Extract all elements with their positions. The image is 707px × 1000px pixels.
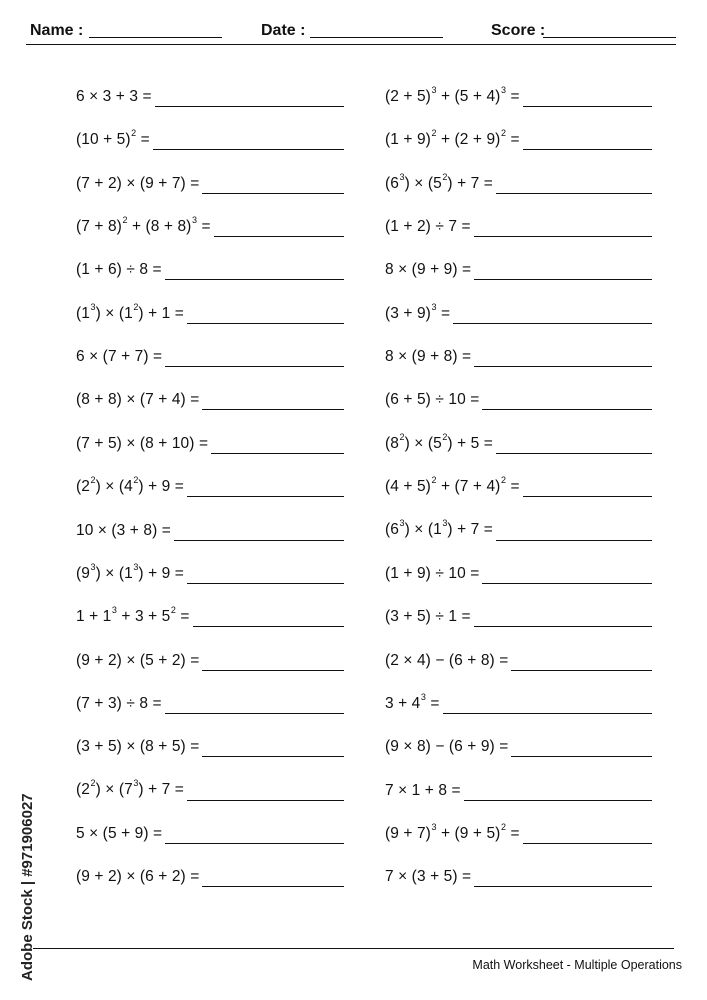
problem-expression [385,868,471,888]
expression-text: + 3 + 5 [117,608,171,626]
exponent: 3 [431,821,437,832]
answer-blank[interactable] [482,583,652,584]
expression-text: (7 + 2) × (9 + 7) = [76,174,200,192]
problem-row [76,555,344,585]
answer-blank[interactable] [187,800,344,801]
answer-blank[interactable] [193,626,344,627]
problem-row [385,338,652,368]
expression-text: = [506,131,520,149]
problem-expression [385,474,520,498]
answer-blank[interactable] [153,149,344,150]
expression-text: ) + 5 = [447,434,493,452]
expression-text: + (8 + 8) [127,218,192,236]
watermark-text: Adobe Stock | #971906027 [19,793,36,981]
answer-blank[interactable] [511,670,652,671]
problem-expression [76,474,184,498]
problem-expression [76,391,199,411]
problem-row [385,381,652,411]
problem-expression [76,780,184,801]
expression-text: (2 + 5) [385,88,431,105]
problem-expression [76,561,184,585]
expression-text: (3 + 5) × (8 + 5) = [76,738,200,756]
expression-text: ) × (1 [95,564,133,582]
exponent: 2 [90,474,96,485]
exponent: 2 [170,605,176,616]
expression-text: (1 [76,304,90,322]
exponent: 3 [420,691,427,702]
problem-row [76,468,344,498]
problem-row [385,208,652,238]
answer-blank[interactable] [474,886,652,887]
footer-divider [33,948,674,949]
exponent: 2 [442,431,448,442]
problem-expression [385,608,471,628]
answer-blank[interactable] [202,193,344,194]
problem-row [76,512,344,542]
answer-blank[interactable] [202,886,344,887]
expression-text: (4 + 5) [385,478,431,496]
answer-blank[interactable] [165,843,344,844]
problem-expression [385,301,451,325]
problem-row [76,642,344,672]
exponent: 2 [500,474,507,485]
problem-row [385,555,652,585]
answer-blank[interactable] [464,800,652,801]
answer-blank[interactable] [443,713,652,714]
expression-text: = [136,131,150,149]
problem-row [385,425,652,455]
problem-row [76,165,344,195]
problem-expression [76,175,199,195]
exponent: 2 [133,474,139,485]
expression-text: (1 + 9) ÷ 10 = [385,564,480,582]
answer-blank[interactable] [165,713,344,714]
problem-expression [76,825,162,845]
answer-blank[interactable] [523,106,652,107]
answer-blank[interactable] [202,670,344,671]
problem-row [385,772,652,802]
problem-row [385,728,652,758]
expression-text: ) × (7 [95,781,133,799]
exponent: 2 [500,821,507,832]
exponent: 2 [133,301,139,312]
exponent: 3 [500,84,507,95]
expression-text: (8 [385,434,399,452]
expression-text: 5 × (5 + 9) = [76,824,163,842]
problem-row [76,338,344,368]
answer-blank[interactable] [496,193,652,194]
expression-text: (6 [385,174,399,192]
expression-text: (10 + 5) [76,131,131,149]
answer-blank[interactable] [187,583,344,584]
problem-expression [385,431,493,455]
problem-expression [76,868,199,888]
problem-expression [385,130,520,151]
expression-text: ) + 7 = [447,521,493,539]
expression-text: (9 + 7) [385,824,431,842]
expression-text: ) × (5 [404,434,442,452]
problem-expression [385,261,471,281]
problem-expression [76,348,162,368]
answer-blank[interactable] [165,279,344,280]
problem-expression [385,84,520,108]
expression-text: 8 × (9 + 8) = [385,348,472,366]
expression-text: = [506,478,520,496]
answer-blank[interactable] [211,453,344,454]
answer-blank[interactable] [202,409,344,410]
problem-row [76,858,344,888]
expression-text: (9 + 2) × (5 + 2) = [76,651,200,669]
problem-row [76,598,344,628]
problem-expression [76,522,171,542]
expression-text: (9 [76,564,90,582]
expression-text: ) × (5 [404,174,442,192]
exponent: 2 [431,128,437,139]
problem-expression [385,218,471,238]
problem-row [385,858,652,888]
answer-blank[interactable] [453,323,652,324]
answer-blank[interactable] [523,149,652,150]
expression-text: = [506,824,520,842]
answer-blank[interactable] [202,756,344,757]
expression-text: + (5 + 4) [436,88,501,105]
problem-expression [76,88,152,108]
expression-text: (6 [385,521,399,539]
expression-text: ) + 1 = [138,304,184,322]
expression-text: ) + 7 = [138,781,184,799]
exponent: 2 [131,128,137,139]
answer-blank[interactable] [174,540,344,541]
expression-text: 3 + 4 [385,694,421,712]
expression-text: ) × (1 [95,304,133,322]
expression-text: (3 + 5) ÷ 1 = [385,608,471,626]
problem-row [76,208,344,238]
expression-text: (7 + 8) [76,218,122,236]
worksheet-title: Math Worksheet - Multiple Operations [472,958,682,972]
problem-expression [76,695,162,715]
exponent: 3 [431,84,437,95]
header-divider [26,44,676,45]
problem-expression [385,391,479,411]
expression-text: 7 × 1 + 8 = [385,781,461,799]
problem-row [76,772,344,802]
expression-text: 6 × 3 + 3 = [76,88,152,105]
expression-text: (6 + 5) ÷ 10 = [385,391,480,409]
answer-blank[interactable] [482,409,652,410]
problem-row [385,512,652,542]
problem-row [76,815,344,845]
expression-text: (7 + 3) ÷ 8 = [76,694,162,712]
expression-text: = [426,694,440,712]
answer-blank[interactable] [165,366,344,367]
problem-row [76,685,344,715]
expression-text: 10 × (3 + 8) = [76,521,171,539]
date-label: Date : [261,22,306,39]
answer-blank[interactable] [523,496,652,497]
name-label: Name : [30,22,84,39]
expression-text: (9 × 8) − (6 + 9) = [385,738,509,756]
answer-blank[interactable] [474,626,652,627]
score-field[interactable] [543,37,676,38]
answer-blank[interactable] [474,366,652,367]
expression-text: (9 + 2) × (6 + 2) = [76,868,200,886]
problem-expression [385,565,479,585]
problem-row [385,295,652,325]
answer-blank[interactable] [496,540,652,541]
expression-text: + (7 + 4) [436,478,501,496]
problem-row [76,295,344,325]
exponent: 2 [442,171,448,182]
problem-expression [76,738,199,758]
answer-blank[interactable] [511,756,652,757]
exponent: 3 [90,561,96,572]
problem-row [385,642,652,672]
expression-text: = [197,218,211,236]
expression-text: 6 × (7 + 7) = [76,348,163,366]
expression-text: + (2 + 9) [436,131,501,149]
problem-expression [76,607,190,628]
problem-expression [76,301,184,325]
exponent: 3 [90,301,96,312]
problem-row [385,468,652,498]
expression-text: (1 + 6) ÷ 8 = [76,261,162,279]
problem-row [385,251,652,281]
problem-row [385,165,652,195]
exponent: 2 [431,474,437,485]
exponent: 3 [442,518,448,529]
problem-expression [385,520,493,541]
expression-text: = [176,608,190,626]
expression-text: 1 + 1 [76,608,112,626]
answer-blank[interactable] [474,236,652,237]
expression-text: (7 + 5) × (8 + 10) = [76,434,209,452]
answer-blank[interactable] [187,323,344,324]
exponent: 2 [122,214,128,225]
expression-text: 7 × (3 + 5) = [385,868,472,886]
problem-row [385,598,652,628]
expression-text: = [506,88,520,105]
problem-expression [385,348,471,368]
answer-blank[interactable] [474,279,652,280]
problem-expression [76,435,208,455]
expression-text: ) × (1 [404,521,442,539]
exponent: 2 [399,431,405,442]
expression-text: (2 [76,781,90,799]
exponent: 3 [399,171,405,182]
expression-text: (1 + 2) ÷ 7 = [385,218,471,236]
problem-row [76,728,344,758]
exponent: 3 [431,301,437,312]
expression-text: 8 × (9 + 9) = [385,261,472,279]
problem-expression [76,130,150,151]
answer-blank[interactable] [496,453,652,454]
expression-text: (3 + 9) [385,304,431,322]
date-field[interactable] [310,37,443,38]
exponent: 3 [399,518,405,529]
problem-expression [385,821,520,845]
expression-text: ) + 9 = [138,478,184,496]
problem-row [76,121,344,151]
problem-expression [76,261,162,281]
problem-expression [385,738,508,758]
expression-text: ) + 7 = [447,174,493,192]
problem-expression [76,652,199,672]
expression-text: (2 [76,478,90,496]
problem-expression [385,782,461,802]
answer-blank[interactable] [523,843,652,844]
expression-text: (1 + 9) [385,131,431,149]
name-field[interactable] [89,37,222,38]
problem-row [385,121,652,151]
exponent: 3 [133,561,139,572]
answer-blank[interactable] [155,106,344,107]
problem-expression [385,171,493,195]
exponent: 2 [90,778,96,789]
problem-row [385,78,652,108]
problem-row [76,251,344,281]
expression-text: ) + 9 = [138,564,184,582]
exponent: 2 [500,128,507,139]
expression-text: = [436,304,451,322]
problem-row [76,425,344,455]
problem-row [76,381,344,411]
problem-row [385,685,652,715]
problem-row [76,78,344,108]
answer-blank[interactable] [187,496,344,497]
watermark [8,0,36,1000]
problem-expression [385,691,440,715]
answer-blank[interactable] [214,236,344,237]
expression-text: (8 + 8) × (7 + 4) = [76,391,200,409]
expression-text: (2 × 4) − (6 + 8) = [385,651,509,669]
expression-text: ) × (4 [95,478,133,496]
exponent: 3 [133,778,139,789]
exponent: 3 [191,214,198,225]
expression-text: + (9 + 5) [436,824,501,842]
exponent: 3 [111,605,118,616]
problem-expression [385,652,508,672]
problem-expression [76,214,211,238]
problem-row [385,815,652,845]
worksheet-header [0,18,707,46]
score-label: Score : [491,22,546,39]
